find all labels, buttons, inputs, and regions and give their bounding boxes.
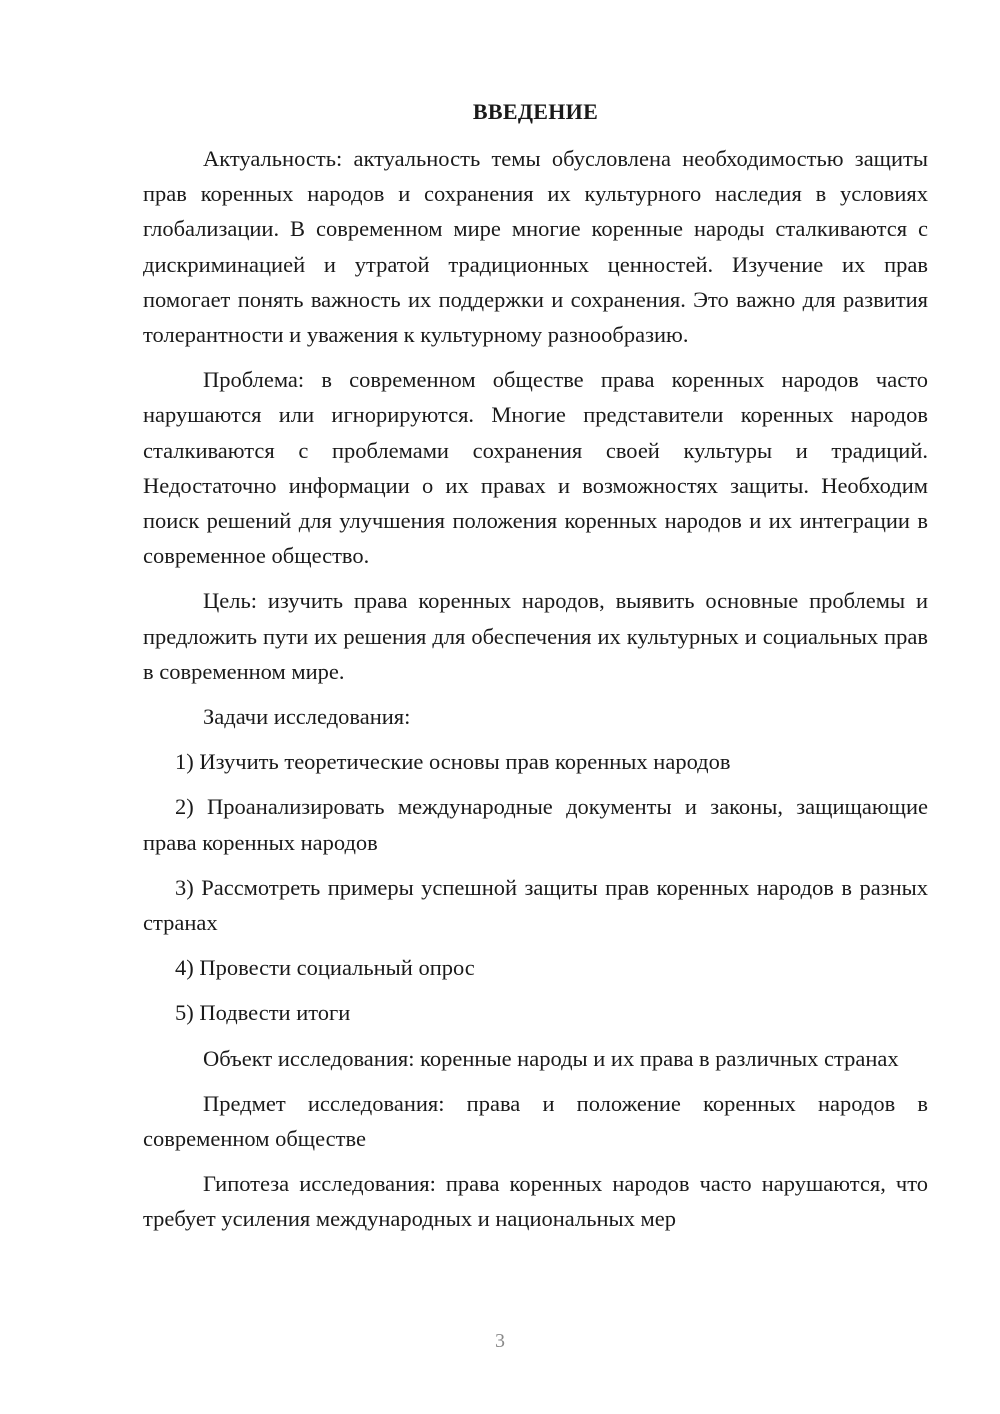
task-item: 5) Подвести итоги	[175, 1000, 351, 1026]
paragraph-object: Объект исследования: коренные народы и их права в различных странах	[203, 1045, 899, 1071]
tasks-heading: Задачи исследования:	[203, 704, 411, 730]
page-number: 3	[495, 1330, 505, 1352]
paragraph-hypothesis: Гипотеза исследования: права коренных народов часто нарушаются, что требует усиления международных и национальных мер	[143, 1171, 928, 1232]
task-item: 1) Изучить теоретические основы прав коренных народов	[175, 749, 731, 775]
section-title: ВВЕДЕНИЕ	[472, 99, 599, 124]
task-item: 2) Проанализировать международные документы и законы, защищающие права коренных народов	[143, 794, 928, 855]
task-item: 4) Провести социальный опрос	[175, 955, 475, 981]
task-item: 3) Рассмотреть примеры успешной защиты прав коренных народов в разных странах	[143, 874, 928, 936]
paragraph-problem: Проблема: в современном обществе права коренных народов часто нарушаются или игнорируются. Многие представители коренных народов сталкиваются с проблемами сохранения своей культуры и традиций. Недостаточно информации о их правах и возможностях защиты. Необходим поиск решений для улучшения положения коренных народов и их интеграции в современное общество.	[143, 367, 928, 569]
paragraph-goal: Цель: изучить права коренных народов, выявить основные проблемы и предложить пути их решения для обеспечения их культурных и социальных прав в современном мире.	[143, 588, 928, 684]
paragraph-relevance: Актуальность: актуальность темы обусловлена необходимостью защиты прав коренных народов и сохранения их культурного наследия в условиях глобализации. В современном мире многие коренные народы сталкиваются с дискриминацией и утратой традиционных ценностей. Изучение их прав помогает понять важность их поддержки и сохранения. Это важно для развития толерантности и уважения к культурному разнообразию.	[143, 146, 928, 348]
document-page	[143, 94, 928, 1247]
paragraph-subject: Предмет исследования: права и положение коренных народов в современном обществе	[143, 1090, 928, 1152]
